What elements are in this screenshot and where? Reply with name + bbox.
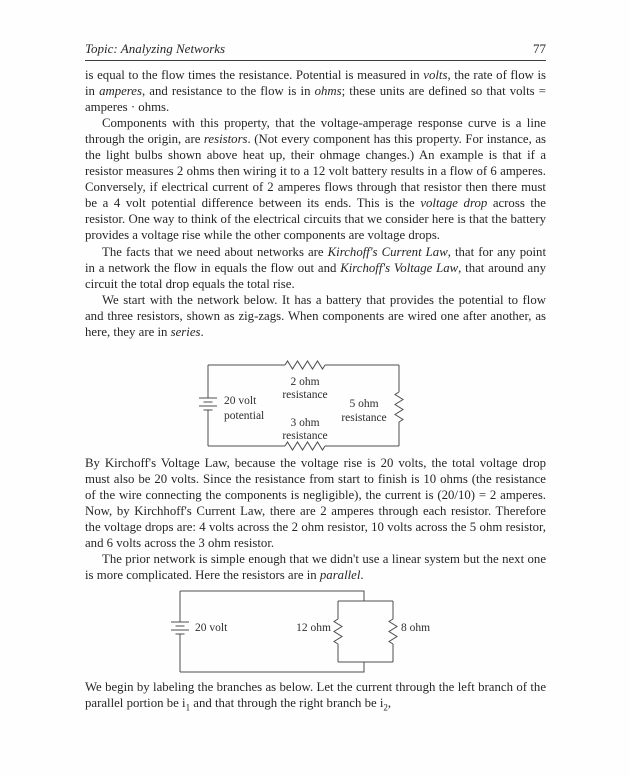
text-run: By Kirchoff's Voltage Law, because the voltage rise is 20 volts, the total voltage drop must also be 20 volts. Since the resistance from start to finish is 10 ohms (the resistance of the wire connecting the components is negligible), the current is (20/10) = 2 amperes. Now, by Kirchhoff's Current Law, there are 2 amperes through each resistor. Therefore the voltage drops are: 4 volts across the 2 ohm resistor, 10 volts across the 5 ohm resistor, and 6 volts across the 3 ohm resistor. [85, 456, 546, 551]
running-head [85, 41, 546, 61]
emphasized-text: resistors [203, 132, 248, 147]
wire-outer-top [180, 591, 364, 601]
body-text-bottom [85, 679, 546, 711]
text-run: The facts that we need about networks are [102, 244, 328, 259]
text-run: across the resistor. One way to think of the electrical circuits that we consider here is that the battery provides a voltage rise while the other components are voltage drops. [85, 196, 546, 243]
battery-label-line2: potential [224, 410, 265, 422]
bottom-resistor-label-line1: 3 ohm [290, 417, 320, 429]
emphasized-text: volts [423, 68, 448, 82]
battery-label: 20 volt [195, 622, 228, 634]
text-run: . [360, 568, 364, 583]
right-resistor-label-line1: 5 ohm [349, 398, 379, 410]
paragraph [85, 115, 546, 243]
text-run: 2 [383, 702, 388, 713]
text-run: , the rate of flow is in [85, 68, 546, 99]
resistor-zigzag-top-icon [285, 361, 325, 369]
top-resistor-label-line2: resistance [282, 389, 328, 401]
paragraph [85, 244, 546, 292]
page-title: Topic: Analyzing Networks [85, 41, 226, 56]
left-resistor-label: 12 ohm [296, 622, 331, 634]
paragraph [85, 679, 546, 711]
bottom-resistor-label-line2: resistance [282, 430, 328, 442]
wire-outer-bottom [180, 662, 364, 672]
resistor-zigzag-bottom-icon [285, 442, 325, 450]
parallel-circuit-diagram [165, 585, 445, 679]
emphasized-text: parallel [319, 568, 361, 583]
text-run: , that for any point in a network the flow in equals the flow out and [85, 244, 546, 275]
series-circuit-diagram [195, 360, 425, 456]
text-run: , that around any circuit the total drop equals the total rise. [85, 260, 546, 291]
text-run: , and resistance to the flow is in [141, 84, 315, 99]
text-run: . (Not every component has this property. For instance, as the light bulbs shown above heat up, their ohmage changes.) An example is that if a resistor measures 2 ohms then wiring it to a 12 volt battery results in a flow of 6 amperes. Conversely, if electrical current of 2 amperes flows through that resistor then there must be a 4 volt potential difference between its ends. This is the [85, 132, 546, 211]
text-run: Components with this property, that the voltage-amperage response curve is a line through the origin, are [85, 116, 546, 147]
text-run: We start with the network below. It has a battery that provides the potential to flow and three resistors, shown as zig-zags. When components are wired one after another, as here, they are in [85, 292, 546, 339]
resistor-zigzag-right-icon [395, 392, 403, 422]
text-run: and that through the right branch be i [190, 696, 384, 711]
emphasized-text: voltage drop [420, 196, 488, 211]
body-text-top [85, 67, 546, 340]
paragraph [85, 455, 546, 551]
battery-icon [171, 622, 189, 634]
text-run: The prior network is simple enough that we didn't use a linear system but the next one is more complicated. Here the resistors are in [85, 552, 546, 583]
emphasized-text: ohms [314, 84, 342, 99]
text-run: is equal to the flow times the resistance. Potential is measured in [85, 68, 424, 82]
text-run: . [200, 324, 204, 339]
emphasized-text: Kirchoff's Voltage Law [340, 260, 459, 275]
right-resistor-label-line2: resistance [341, 412, 387, 424]
resistor-zigzag-left-branch-icon [334, 619, 342, 644]
text-run: , [387, 696, 392, 711]
page-number: 77 [533, 41, 546, 56]
battery-label-line1: 20 volt [224, 395, 257, 407]
right-resistor-label: 8 ohm [401, 622, 431, 634]
resistor-zigzag-right-branch-icon [389, 619, 397, 644]
paragraph [85, 67, 546, 115]
text-run: ; these units are defined so that volts = amperes · ohms. [85, 84, 546, 115]
text-run: We begin by labeling the branches as below. Let the current through the left branch of the parallel portion be i [85, 680, 546, 711]
paragraph [85, 551, 546, 583]
emphasized-text: amperes [99, 84, 142, 99]
paragraph [85, 292, 546, 340]
text-run: 1 [185, 702, 191, 713]
top-resistor-label-line1: 2 ohm [290, 376, 320, 388]
emphasized-text: Kirchoff's Current Law [327, 244, 448, 259]
battery-icon [199, 398, 217, 410]
body-text-middle [85, 455, 546, 583]
emphasized-text: series [170, 324, 201, 339]
